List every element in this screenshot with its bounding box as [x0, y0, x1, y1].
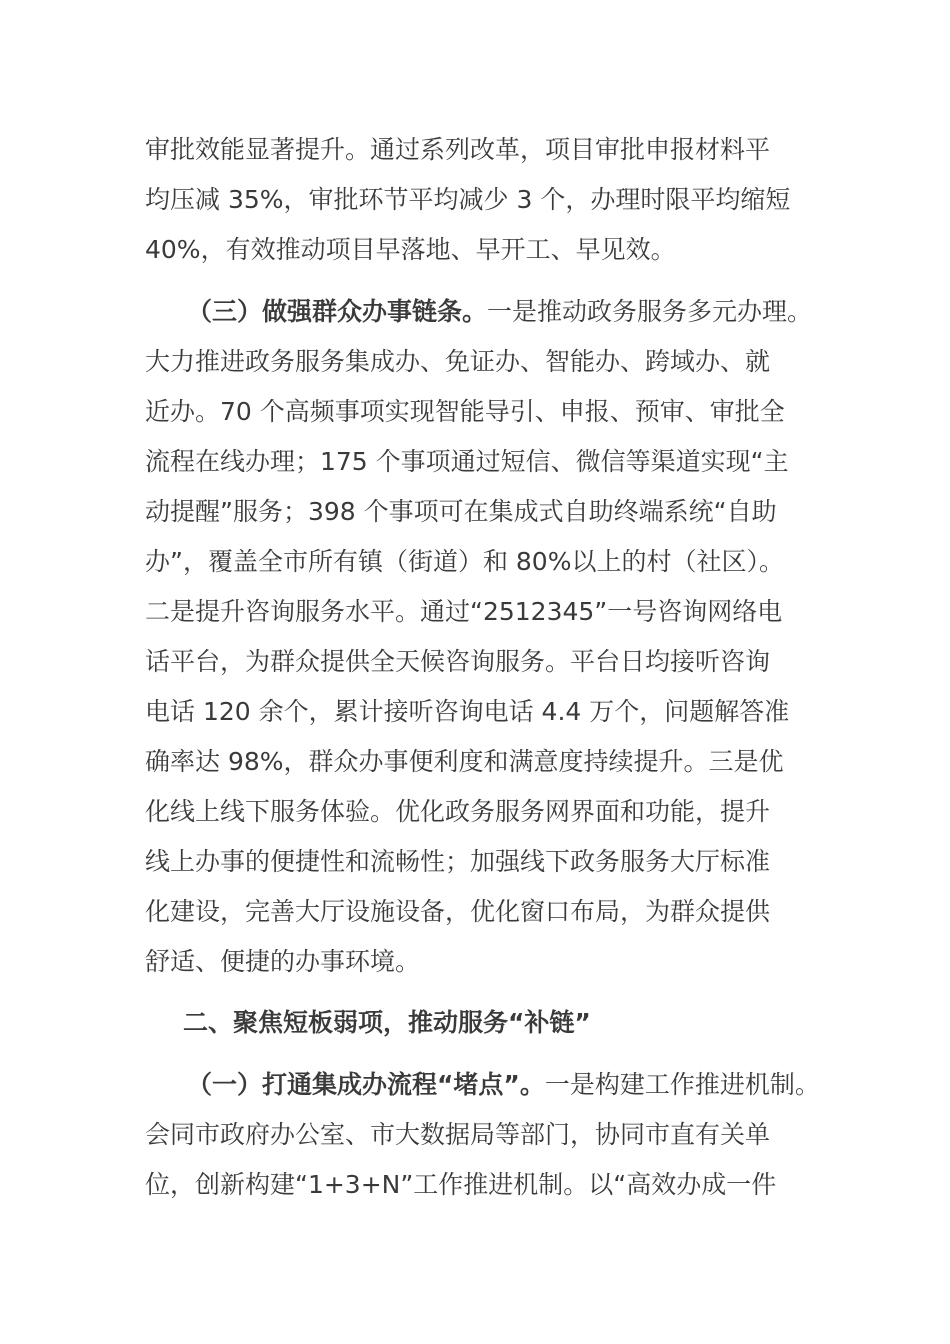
text-line	[145, 547, 784, 577]
text-line	[145, 235, 676, 265]
text-line	[145, 597, 782, 627]
line-text: 化线上线下服务体验。优化政务服务网界面和功能，提升	[145, 797, 771, 826]
line-text: 话平台，为群众提供全天候咨询服务。平台日均接听咨询	[145, 647, 771, 676]
text-line	[145, 947, 420, 977]
section-heading-two: 二、聚焦短板弱项，推动服务“补链”	[183, 1008, 591, 1037]
text-line	[145, 797, 770, 827]
line-text: 近办。70 个高频事项实现智能导引、申报、预审、审批全	[145, 397, 785, 426]
text-line	[145, 397, 785, 427]
text-line	[145, 135, 770, 165]
text-line	[145, 697, 789, 727]
line-text: 确率达 98%，群众办事便利度和满意度持续提升。三是优	[145, 747, 784, 776]
text-line	[145, 1120, 770, 1150]
text-line	[145, 447, 789, 477]
text-line	[145, 185, 790, 215]
line-text: 线上办事的便捷性和流畅性；加强线下政务服务大厅标准	[145, 847, 771, 876]
line-text: 动提醒”服务；398 个事项可在集成式自助终端系统“自助	[145, 497, 777, 526]
line-text: 二是提升咨询服务水平。通过“2512345”一号咨询网络电	[145, 597, 783, 626]
line-text: 位，创新构建“1+3+N”工作推进机制。以“高效办成一件	[145, 1170, 777, 1199]
line-text: 一是构建工作推进机制。	[544, 1070, 820, 1099]
subheading-line	[187, 297, 812, 327]
line-text: 一是推动政务服务多元办理。	[487, 297, 813, 326]
line-text: 办”，覆盖全市所有镇（街道）和 80%以上的村（社区）。	[145, 547, 784, 576]
text-line	[145, 497, 777, 527]
text-line	[145, 347, 770, 377]
line-text: 舒适、便捷的办事环境。	[145, 947, 421, 976]
line-text: 均压减 35%，审批环节平均减少 3 个，办理时限平均缩短	[145, 185, 791, 214]
text-line	[145, 897, 770, 927]
line-text: 会同市政府办公室、市大数据局等部门，协同市直有关单	[145, 1120, 771, 1149]
line-text: 大力推进政务服务集成办、免证办、智能办、跨域办、就	[145, 347, 771, 376]
section-heading	[183, 1008, 591, 1038]
line-text: 流程在线办理；175 个事项通过短信、微信等渠道实现“主	[145, 447, 789, 476]
line-text: 审批效能显著提升。通过系列改革，项目审批申报材料平	[145, 135, 771, 164]
line-text: 40%，有效推动项目早落地、早开工、早见效。	[145, 235, 676, 264]
text-line	[145, 847, 770, 877]
subheading-three: （三）做强群众办事链条。	[187, 297, 488, 326]
subheading-line	[187, 1070, 820, 1100]
text-line	[145, 1170, 776, 1200]
text-line	[145, 647, 770, 677]
line-text: 电话 120 余个，累计接听咨询电话 4.4 万个，问题解答准	[145, 697, 790, 726]
line-text: 化建设，完善大厅设施设备，优化窗口布局，为群众提供	[145, 897, 771, 926]
text-line	[145, 747, 784, 777]
subheading-one: （一）打通集成办流程“堵点”。	[187, 1070, 545, 1099]
